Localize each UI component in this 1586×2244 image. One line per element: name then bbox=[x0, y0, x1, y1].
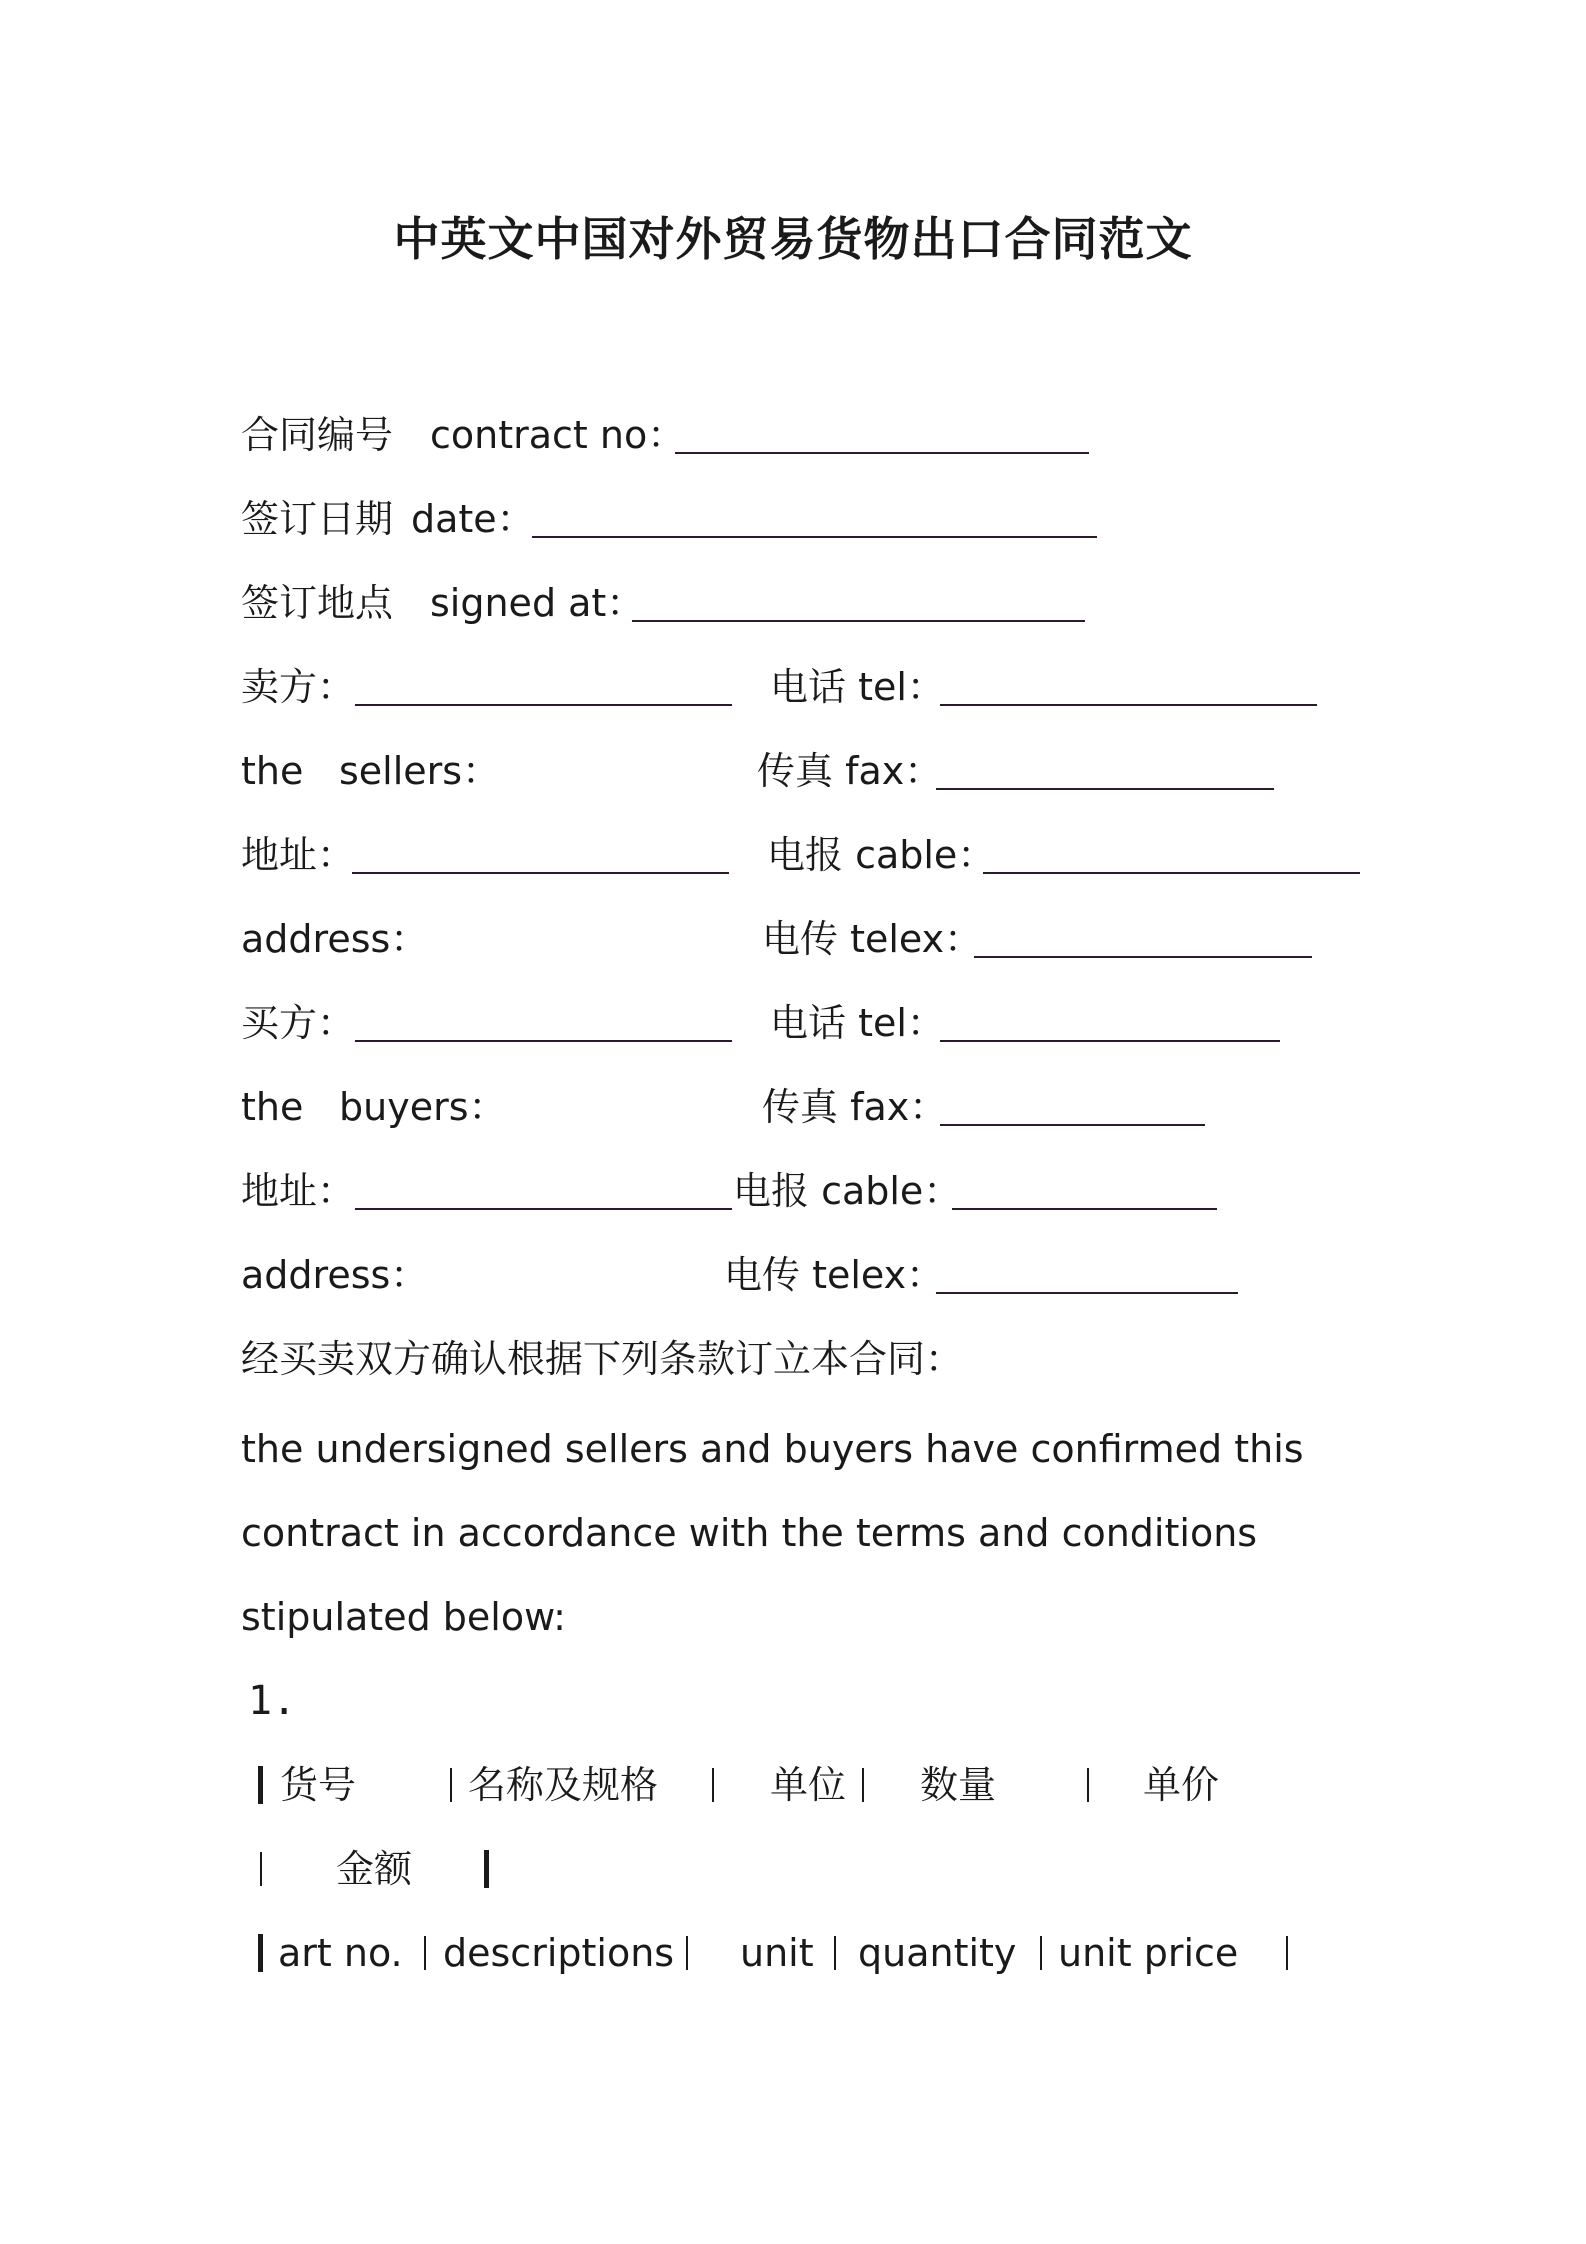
buyers-name-blank[interactable] bbox=[355, 1040, 732, 1042]
contract-no-blank[interactable] bbox=[675, 452, 1089, 454]
table-border bbox=[1087, 1768, 1089, 1802]
sellers-name-blank[interactable] bbox=[355, 704, 732, 706]
document-title: 中英文中国对外贸易货物出口合同范文 bbox=[393, 212, 1193, 266]
sellers-address-en-row bbox=[0, 914, 1586, 964]
contract-no-label-cn: 合同编号 bbox=[241, 413, 394, 457]
header-cn-quantity: 数量 bbox=[920, 1763, 997, 1807]
buyers-cable-label: 电报 cable： bbox=[733, 1169, 962, 1213]
intro-en-line-1: the undersigned sellers and buyers have confirmed this bbox=[241, 1427, 1304, 1471]
sellers-cable-blank[interactable] bbox=[983, 872, 1360, 874]
table-border bbox=[834, 1936, 836, 1970]
table-border bbox=[258, 1766, 263, 1804]
buyers-label-cn: 买方： bbox=[241, 1001, 356, 1045]
table-border bbox=[260, 1852, 262, 1886]
sellers-fax-label: 传真 fax： bbox=[757, 749, 943, 793]
table-border bbox=[484, 1850, 489, 1888]
sellers-en-row bbox=[0, 746, 1586, 796]
buyers-fax-blank[interactable] bbox=[940, 1124, 1205, 1126]
table-border bbox=[1286, 1936, 1288, 1970]
table-border bbox=[450, 1768, 452, 1802]
buyers-tel-blank[interactable] bbox=[940, 1040, 1280, 1042]
header-en-descriptions: descriptions bbox=[443, 1931, 675, 1975]
header-cn-amount: 金额 bbox=[336, 1847, 413, 1891]
sellers-the-label: the bbox=[241, 749, 304, 793]
buyers-fax-label: 传真 fax： bbox=[762, 1085, 948, 1129]
buyers-en-row bbox=[0, 1082, 1586, 1132]
section-1-header-cn-row-2 bbox=[0, 1844, 1586, 1894]
sellers-row bbox=[0, 662, 1586, 712]
header-cn-unit: 单位 bbox=[770, 1763, 847, 1807]
sellers-address-label-cn: 地址： bbox=[241, 833, 356, 877]
section-1-number: 1. bbox=[248, 1678, 297, 1724]
sellers-cable-label: 电报 cable： bbox=[767, 833, 996, 877]
header-en-quantity: quantity bbox=[858, 1931, 1017, 1975]
header-en-unit: unit bbox=[740, 1931, 814, 1975]
sellers-fax-blank[interactable] bbox=[936, 788, 1274, 790]
table-border bbox=[1040, 1936, 1042, 1970]
buyers-address-en-row bbox=[0, 1250, 1586, 1300]
section-1-header-cn-row bbox=[0, 1760, 1586, 1810]
header-cn-unit-price: 单价 bbox=[1143, 1763, 1220, 1807]
intro-en-line-3: stipulated below: bbox=[241, 1595, 566, 1639]
buyers-cable-blank[interactable] bbox=[952, 1208, 1217, 1210]
sellers-tel-label: 电话 tel： bbox=[770, 665, 945, 709]
intro-cn: 经买卖双方确认根据下列条款订立本合同： bbox=[241, 1337, 964, 1381]
sellers-address-blank[interactable] bbox=[352, 872, 729, 874]
contract-no-label-en: contract no： bbox=[430, 413, 686, 457]
table-border bbox=[258, 1934, 263, 1972]
sellers-label-cn: 卖方： bbox=[241, 665, 356, 709]
date-label-en: date： bbox=[411, 497, 535, 541]
header-cn-descriptions: 名称及规格 bbox=[468, 1763, 659, 1807]
buyers-telex-blank[interactable] bbox=[936, 1292, 1238, 1294]
signed-at-row bbox=[0, 578, 1586, 628]
header-en-unit-price: unit price bbox=[1058, 1931, 1239, 1975]
buyers-telex-label: 电传 telex： bbox=[724, 1253, 945, 1297]
section-1-header-en-row bbox=[0, 1928, 1586, 1978]
sellers-address-row bbox=[0, 830, 1586, 880]
header-en-art-no: art no. bbox=[278, 1931, 403, 1975]
table-border bbox=[686, 1936, 688, 1970]
sellers-label-en: sellers： bbox=[339, 749, 501, 793]
sellers-tel-blank[interactable] bbox=[940, 704, 1317, 706]
date-row bbox=[0, 494, 1586, 544]
sellers-telex-blank[interactable] bbox=[974, 956, 1312, 958]
signed-at-blank[interactable] bbox=[632, 620, 1085, 622]
buyers-address-row bbox=[0, 1166, 1586, 1216]
date-label-cn: 签订日期 bbox=[241, 497, 394, 541]
signed-at-label-en: signed at： bbox=[430, 581, 645, 625]
buyers-address-label-cn: 地址： bbox=[241, 1169, 356, 1213]
buyers-address-label-en: address： bbox=[241, 1253, 429, 1297]
table-border bbox=[424, 1936, 426, 1970]
signed-at-label-cn: 签订地点 bbox=[241, 581, 394, 625]
intro-en-line-2: contract in accordance with the terms and conditions bbox=[241, 1511, 1258, 1555]
date-blank[interactable] bbox=[532, 536, 1097, 538]
header-cn-art-no: 货号 bbox=[280, 1763, 357, 1807]
table-border bbox=[712, 1768, 714, 1802]
buyers-tel-label: 电话 tel： bbox=[770, 1001, 945, 1045]
buyers-row bbox=[0, 998, 1586, 1048]
buyers-address-blank[interactable] bbox=[355, 1208, 732, 1210]
buyers-label-en: buyers： bbox=[339, 1085, 507, 1129]
sellers-telex-label: 电传 telex： bbox=[762, 917, 983, 961]
sellers-address-label-en: address： bbox=[241, 917, 429, 961]
buyers-the-label: the bbox=[241, 1085, 304, 1129]
table-border bbox=[862, 1768, 864, 1802]
contract-no-row bbox=[0, 410, 1586, 460]
